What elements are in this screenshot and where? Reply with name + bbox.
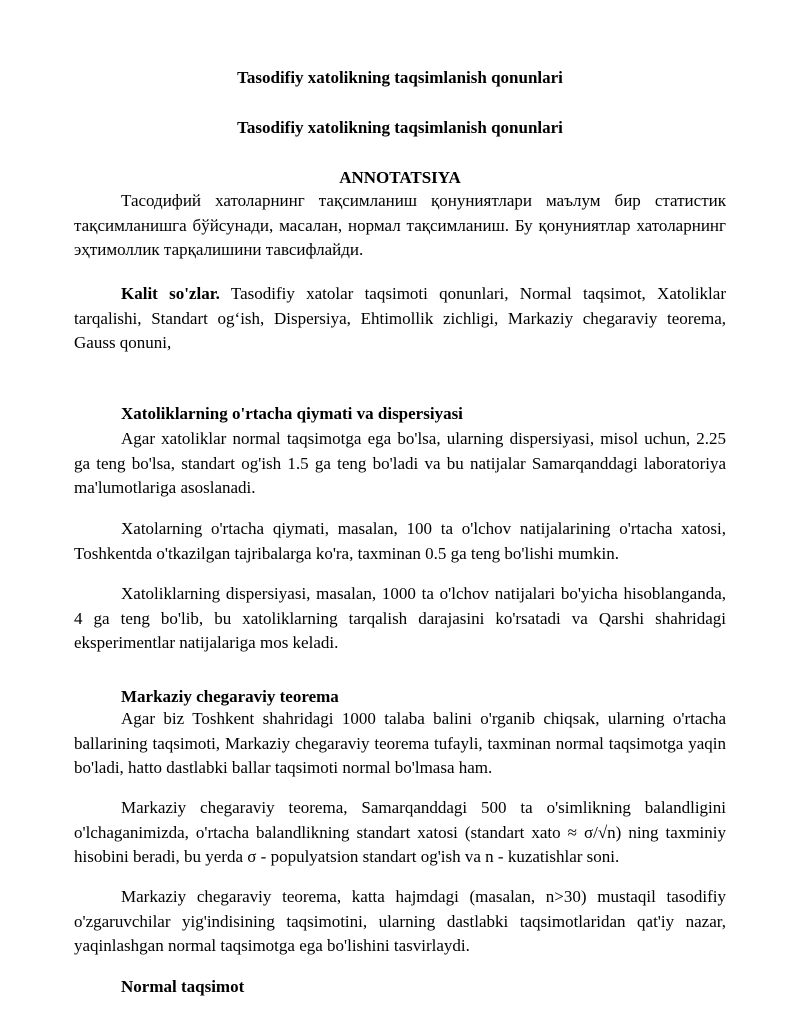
section-heading-central-limit: Markaziy chegaraviy teorema: [121, 687, 339, 706]
keywords-label: Kalit so'zlar.: [121, 284, 220, 303]
section1-paragraph-2: Xatolarning o'rtacha qiymati, masalan, 100 ta o'lchov natijalarining o'rtacha xatosi, Toshkentda o'tkazilgan tajribalarga ko'ra, taxminan 0.5 ga teng bo'lishi mumkin.: [74, 519, 726, 563]
section2-paragraph-1: Agar biz Toshkent shahridagi 1000 talaba balini o'rganib chiqsak, ularning o'rtacha ballarining taqsimoti, Markaziy chegaraviy teorema tufayli, taxminan normal taqsimotga yaqin bo'ladi, hatto dastlabki ballar taqsimoti normal bo'lmasa ham.: [74, 709, 726, 777]
section1-paragraph-3: Xatoliklarning dispersiyasi, masalan, 1000 ta o'lchov natijalari bo'yicha hisoblanganda, 4 ga teng bo'lib, bu xatoliklarning tarqalish darajasini ko'rsatadi va Qarshi shahridagi eksperimentlar natijalariga mos keladi.: [74, 584, 726, 652]
keywords-text: Tasodifiy xatolar taqsimoti qonunlari, Normal taqsimot, Xatoliklar tarqalishi, Standart og‘ish, Dispersiya, Ehtimollik zichligi, Markaziy chegaraviy teorema, Gauss qonuni,: [74, 284, 726, 352]
document-title: Tasodifiy xatolikning taqsimlanish qonunlari: [237, 68, 563, 87]
section2-paragraph-2: Markaziy chegaraviy teorema, Samarqanddagi 500 ta o'simlikning balandligini o'lchaganimizda, o'rtacha balandlikning standart xatosi (standart xato ≈ σ/√n) ning taxminiy hisobini beradi, bu yerda σ - populyatsion standart og'ish va n - kuzatishlar soni.: [74, 798, 726, 866]
section1-paragraph-1: Agar xatoliklar normal taqsimotga ega bo'lsa, ularning dispersiyasi, misol uchun, 2.25 ga teng bo'lsa, standart og'ish 1.5 ga teng bo'ladi va bu natijalar Samarqanddagi laboratoriya ma'lumotlariga asoslanadi.: [74, 429, 726, 497]
annotation-text: Тасодифий хатоларнинг тақсимланиш қонуниятлари маълум бир статистик тақсимланишга бўйсунади, масалан, нормал тақсимланиш. Бу қонуниятлар хатоларнинг эҳтимоллик тарқалишини тавсифлайди.: [74, 191, 726, 259]
section-heading-normal-distribution: Normal taqsimot: [121, 977, 245, 996]
section-heading-mean-variance: Xatoliklarning o'rtacha qiymati va dispersiyasi: [121, 404, 463, 423]
annotation-heading: ANNOTATSIYA: [339, 168, 461, 187]
keywords-paragraph: [74, 282, 726, 356]
section2-paragraph-3: Markaziy chegaraviy teorema, katta hajmdagi (masalan, n>30) mustaqil tasodifiy o'zgaruvchilar yig'indisining taqsimotini, ularning dastlabki taqsimotlaridan qat'iy nazar, yaqinlashgan normal taqsimotga ega bo'lishini tasvirlaydi.: [74, 887, 726, 955]
document-subtitle: Tasodifiy xatolikning taqsimlanish qonunlari: [237, 118, 563, 137]
